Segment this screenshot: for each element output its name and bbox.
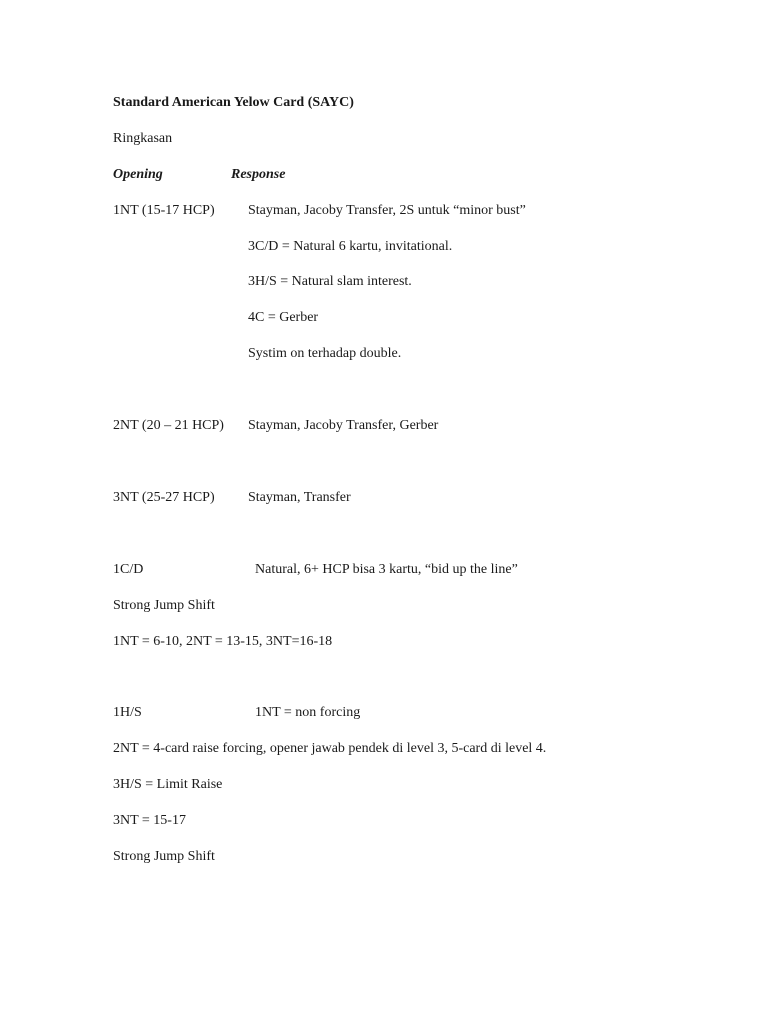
response-1nt-line: 3C/D = Natural 6 kartu, invitational. <box>248 239 453 254</box>
document-subtitle: Ringkasan <box>113 131 173 146</box>
response-1nt-line: 3H/S = Natural slam interest. <box>248 274 412 289</box>
note-1cd: 1NT = 6-10, 2NT = 13-15, 3NT=16-18 <box>113 634 333 649</box>
note-1hs: 3H/S = Limit Raise <box>113 777 223 792</box>
document-title: Standard American Yelow Card (SAYC) <box>113 95 354 110</box>
opening-3nt: 3NT (25-27 HCP) <box>113 490 215 505</box>
response-1cd: Natural, 6+ HCP bisa 3 kartu, “bid up the line” <box>255 562 518 577</box>
response-1nt-line: Stayman, Jacoby Transfer, 2S untuk “minor bust” <box>248 203 526 218</box>
opening-1hs: 1H/S <box>113 705 142 720</box>
response-1nt-line: 4C = Gerber <box>248 310 319 325</box>
note-1hs: 3NT = 15-17 <box>113 813 186 828</box>
opening-1cd: 1C/D <box>113 562 144 577</box>
response-2nt: Stayman, Jacoby Transfer, Gerber <box>248 418 439 433</box>
note-1cd: Strong Jump Shift <box>113 598 215 613</box>
response-3nt: Stayman, Transfer <box>248 490 351 505</box>
opening-2nt: 2NT (20 – 21 HCP) <box>113 418 224 433</box>
response-1nt-line: Systim on terhadap double. <box>248 346 402 361</box>
header-opening: Opening <box>113 167 163 182</box>
header-response: Response <box>231 167 286 182</box>
response-1hs: 1NT = non forcing <box>255 705 361 720</box>
note-1hs: 2NT = 4-card raise forcing, opener jawab pendek di level 3, 5-card di level 4. <box>113 741 547 756</box>
note-1hs: Strong Jump Shift <box>113 849 215 864</box>
opening-1nt: 1NT (15-17 HCP) <box>113 203 215 218</box>
